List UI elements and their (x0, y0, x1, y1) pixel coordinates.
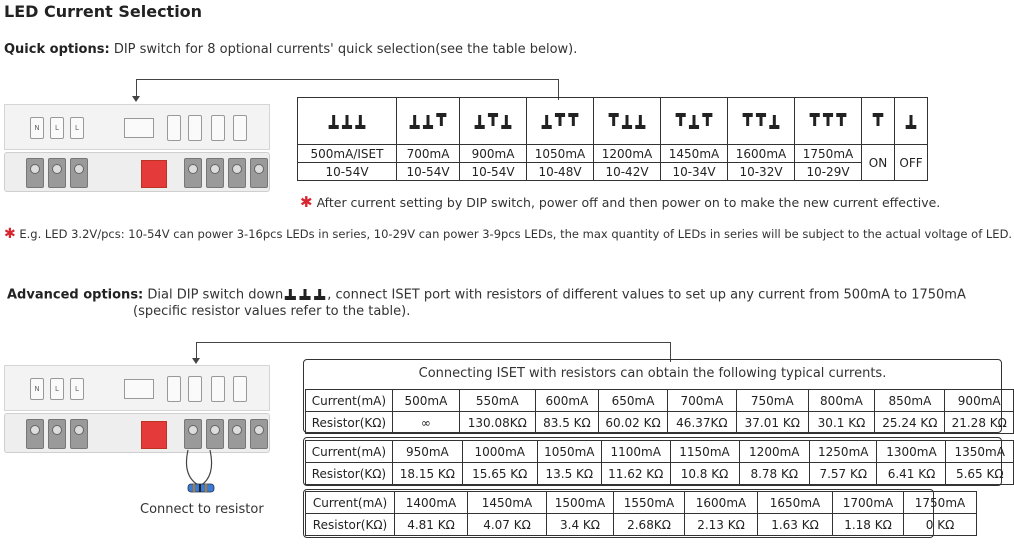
current-cell: 550mA (460, 390, 536, 412)
current-cell: 1650mA (758, 492, 833, 514)
dip-off-pattern-cell (895, 98, 928, 145)
switch-lever (329, 125, 339, 129)
resistor-cell: 10.8 KΩ (670, 463, 739, 485)
dip-pattern-icon (408, 110, 448, 130)
current-header: Current(mA) (306, 441, 393, 463)
resistor-cell: 1.63 KΩ (758, 514, 833, 536)
current-cell: 1350mA (946, 441, 1014, 463)
dip-pattern-icon (540, 110, 580, 130)
arrow-head-icon (192, 358, 200, 364)
terminal-screw (228, 158, 246, 188)
dip-pattern-icon (607, 110, 647, 130)
current-cell: 1450mA (468, 492, 547, 514)
driver-diagram-1 (4, 104, 270, 192)
dip-pattern-cell (397, 98, 460, 145)
resistor-cell: 4.81 KΩ (395, 514, 468, 536)
dip-pattern-cell (594, 98, 661, 145)
current-cell: 850mA (875, 390, 945, 412)
resistor-cell: 37.01 KΩ (736, 412, 808, 434)
resistor-cell: 46.37KΩ (667, 412, 736, 434)
current-cell: 900mA (945, 390, 1014, 412)
current-cell: 650mA (599, 390, 668, 412)
switch-lever (355, 125, 365, 129)
resistor-row (306, 463, 1014, 485)
switch-lever (300, 296, 311, 300)
dip-current-cell: 1050mA (527, 145, 594, 163)
dip-pattern-cell (728, 98, 795, 145)
resistor-row (306, 514, 977, 536)
dip-current-table (297, 97, 928, 181)
terminal-screw (250, 419, 268, 449)
resistor-cell: 30.1 KΩ (808, 412, 875, 434)
current-cell: 1000mA (462, 441, 537, 463)
terminal-label: L (50, 378, 64, 400)
resistor-cell: 5.65 KΩ (946, 463, 1014, 485)
terminal-screw (250, 158, 268, 188)
dip-pattern-icon (327, 110, 367, 130)
dip-voltage-cell: 10-32V (728, 163, 795, 181)
switch-lever (635, 125, 645, 129)
note-example (4, 226, 1012, 242)
dip-voltage-cell: 10-34V (661, 163, 728, 181)
dip-voltage-cell: 10-54V (298, 163, 397, 181)
terminal-screw (206, 419, 224, 449)
switch-lever (769, 125, 779, 129)
resistor-cell: 2.13 KΩ (685, 514, 758, 536)
terminal-label: L (70, 117, 84, 139)
switch-lever (501, 125, 511, 129)
switch-lever (756, 113, 766, 117)
iset-label (167, 376, 181, 402)
resistor-cell: 15.65 KΩ (462, 463, 537, 485)
resistor-cell: 6.41 KΩ (877, 463, 946, 485)
current-cell: 1050mA (537, 441, 601, 463)
terminal-screw (48, 158, 66, 188)
current-cell: 1150mA (670, 441, 739, 463)
resistor-cell: 83.5 KΩ (535, 412, 599, 434)
current-header: Current(mA) (306, 390, 393, 412)
current-row (306, 390, 1014, 412)
current-cell: 800mA (808, 390, 875, 412)
dip-off-icon (904, 110, 918, 130)
dip-on-label: ON (862, 145, 895, 181)
dip-pattern-cell (298, 98, 397, 145)
arrow-head-icon (132, 96, 140, 102)
switch-lever (622, 125, 632, 129)
resistor-cell: ∞ (392, 412, 459, 434)
current-cell: 700mA (667, 390, 736, 412)
switch-lever (823, 113, 833, 117)
dip-pattern-row (298, 98, 928, 145)
resistor-cell: 2.68KΩ (614, 514, 685, 536)
current-row (306, 441, 1014, 463)
resistor-table-3 (305, 491, 977, 536)
dip-voltage-cell: 10-54V (397, 163, 460, 181)
dip-pattern-icon (741, 110, 781, 130)
switch-lever (475, 125, 485, 129)
terminal-label: L (50, 117, 64, 139)
resistor-table-2 (305, 440, 1014, 485)
switch-lever (676, 113, 686, 117)
current-cell: 1300mA (877, 441, 946, 463)
terminal-screw (228, 419, 246, 449)
resistor-cell: 7.57 KΩ (810, 463, 877, 485)
resistor-header: Resistor(KΩ) (306, 412, 393, 434)
advanced-options-text-c: (specific resistor values refer to the table). (133, 304, 411, 319)
dip-switch-box (124, 118, 154, 138)
dip-pattern-icon (808, 110, 848, 130)
dip-pattern-icon (473, 110, 513, 130)
dip-voltage-cell: 10-29V (795, 163, 862, 181)
resistor-cell: 60.02 KΩ (599, 412, 668, 434)
switch-lever (702, 113, 712, 117)
note-power-cycle (300, 193, 940, 211)
quick-options-text: DIP switch for 8 optional currents' quick selection(see the table below). (113, 42, 578, 57)
advanced-options-label: Advanced options: (7, 287, 144, 303)
terminal-screw (70, 158, 88, 188)
dip-current-row (298, 145, 928, 163)
led-label (211, 115, 225, 141)
terminal-screw (184, 158, 202, 188)
iset-label (188, 376, 202, 402)
dip-switch-red (141, 160, 167, 188)
dip-current-cell: 1750mA (795, 145, 862, 163)
switch-lever (342, 125, 352, 129)
current-cell: 950mA (392, 441, 462, 463)
dip-current-cell: 1200mA (594, 145, 661, 163)
led-label (233, 376, 247, 402)
dip-switch-red (141, 421, 167, 449)
dip-pattern-cell (795, 98, 862, 145)
dip-voltage-cell: 10-42V (594, 163, 661, 181)
dip-all-down-icon (283, 285, 327, 305)
dip-current-cell: 500mA/ISET (298, 145, 397, 163)
switch-lever (423, 125, 433, 129)
dip-on-pattern-cell (862, 98, 895, 145)
switch-lever (314, 296, 325, 300)
dip-switch-box (124, 379, 154, 399)
dip-pattern-cell (661, 98, 728, 145)
resistor-table-caption: Connecting ISET with resistors can obtain the following typical currents. (418, 366, 887, 381)
current-cell: 500mA (392, 390, 459, 412)
current-row (306, 492, 977, 514)
current-cell: 1550mA (614, 492, 685, 514)
terminal-label: N (30, 378, 44, 400)
terminal-screw (70, 419, 88, 449)
dip-current-cell: 1450mA (661, 145, 728, 163)
resistor-cell: 18.15 KΩ (392, 463, 462, 485)
resistor-icon (180, 448, 224, 498)
asterisk-icon: ✱ (300, 193, 313, 211)
connect-resistor-label: Connect to resistor (140, 502, 264, 517)
switch-lever (285, 296, 296, 300)
dip-current-cell: 700mA (397, 145, 460, 163)
dip-all-down-icon (283, 285, 327, 301)
current-cell: 1700mA (833, 492, 904, 514)
resistor-cell: 8.78 KΩ (739, 463, 810, 485)
switch-lever (609, 113, 619, 117)
driver-diagram-2 (4, 365, 270, 453)
switch-lever (873, 113, 884, 117)
resistor-table-1 (305, 389, 1014, 434)
page-title: LED Current Selection (4, 2, 203, 21)
switch-lever (906, 125, 917, 129)
iset-label (167, 115, 181, 141)
current-cell: 1250mA (810, 441, 877, 463)
dip-voltage-cell: 10-48V (527, 163, 594, 181)
led-label (233, 115, 247, 141)
quick-options-line (4, 42, 577, 57)
terminal-screw (48, 419, 66, 449)
terminal-label: L (70, 378, 84, 400)
terminal-screw (206, 158, 224, 188)
switch-lever (689, 125, 699, 129)
dip-pattern-cell (460, 98, 527, 145)
current-cell: 1400mA (395, 492, 468, 514)
dip-off-label: OFF (895, 145, 928, 181)
advanced-options-text-a: Dial DIP switch down (147, 287, 284, 303)
switch-lever (488, 113, 498, 117)
switch-lever (568, 113, 578, 117)
current-cell: 1750mA (904, 492, 977, 514)
resistor-row (306, 412, 1014, 434)
resistor-cell: 11.62 KΩ (601, 463, 670, 485)
quick-options-label: Quick options: (4, 42, 110, 57)
resistor-cell: 4.07 KΩ (468, 514, 547, 536)
switch-lever (555, 113, 565, 117)
switch-lever (410, 125, 420, 129)
switch-lever (743, 113, 753, 117)
resistor-cell: 0 KΩ (904, 514, 977, 536)
iset-label (188, 115, 202, 141)
resistor-cell: 21.28 KΩ (945, 412, 1014, 434)
current-cell: 1200mA (739, 441, 810, 463)
dip-on-icon (871, 110, 885, 130)
note-power-cycle-text: After current setting by DIP switch, power off and then power on to make the new current effective. (316, 195, 941, 210)
switch-lever (810, 113, 820, 117)
note-example-text: E.g. LED 3.2V/pcs: 10-54V can power 3-16pcs LEDs in series, 10-29V can power 3-9pcs LEDs, the max quantity of LEDs in series will be subject to the actual voltage of LED. (19, 227, 1013, 241)
dip-pattern-icon (674, 110, 714, 130)
dip-current-cell: 1600mA (728, 145, 795, 163)
advanced-options-line (7, 285, 966, 305)
terminal-screw (26, 158, 44, 188)
switch-lever (836, 113, 846, 117)
advanced-options-text-b: , connect ISET port with resistors of different values to set up any current from 500mA to 1750mA (327, 287, 966, 303)
current-cell: 1600mA (685, 492, 758, 514)
terminal-label: N (30, 117, 44, 139)
resistor-header: Resistor(KΩ) (306, 463, 393, 485)
current-cell: 600mA (535, 390, 599, 412)
asterisk-icon: ✱ (4, 226, 16, 242)
resistor-cell: 25.24 KΩ (875, 412, 945, 434)
resistor-cell: 13.5 KΩ (537, 463, 601, 485)
resistor-cell: 1.18 KΩ (833, 514, 904, 536)
terminal-screw (184, 419, 202, 449)
current-cell: 1100mA (601, 441, 670, 463)
switch-lever (436, 113, 446, 117)
terminal-screw (26, 419, 44, 449)
dip-current-cell: 900mA (460, 145, 527, 163)
resistor-cell: 130.08KΩ (460, 412, 536, 434)
dip-pattern-cell (527, 98, 594, 145)
switch-lever (542, 125, 552, 129)
current-cell: 750mA (736, 390, 808, 412)
resistor-header: Resistor(KΩ) (306, 514, 395, 536)
led-label (211, 376, 225, 402)
current-header: Current(mA) (306, 492, 395, 514)
current-cell: 1500mA (547, 492, 614, 514)
dip-voltage-cell: 10-54V (460, 163, 527, 181)
resistor-cell: 3.4 KΩ (547, 514, 614, 536)
dip-voltage-row (298, 163, 928, 181)
